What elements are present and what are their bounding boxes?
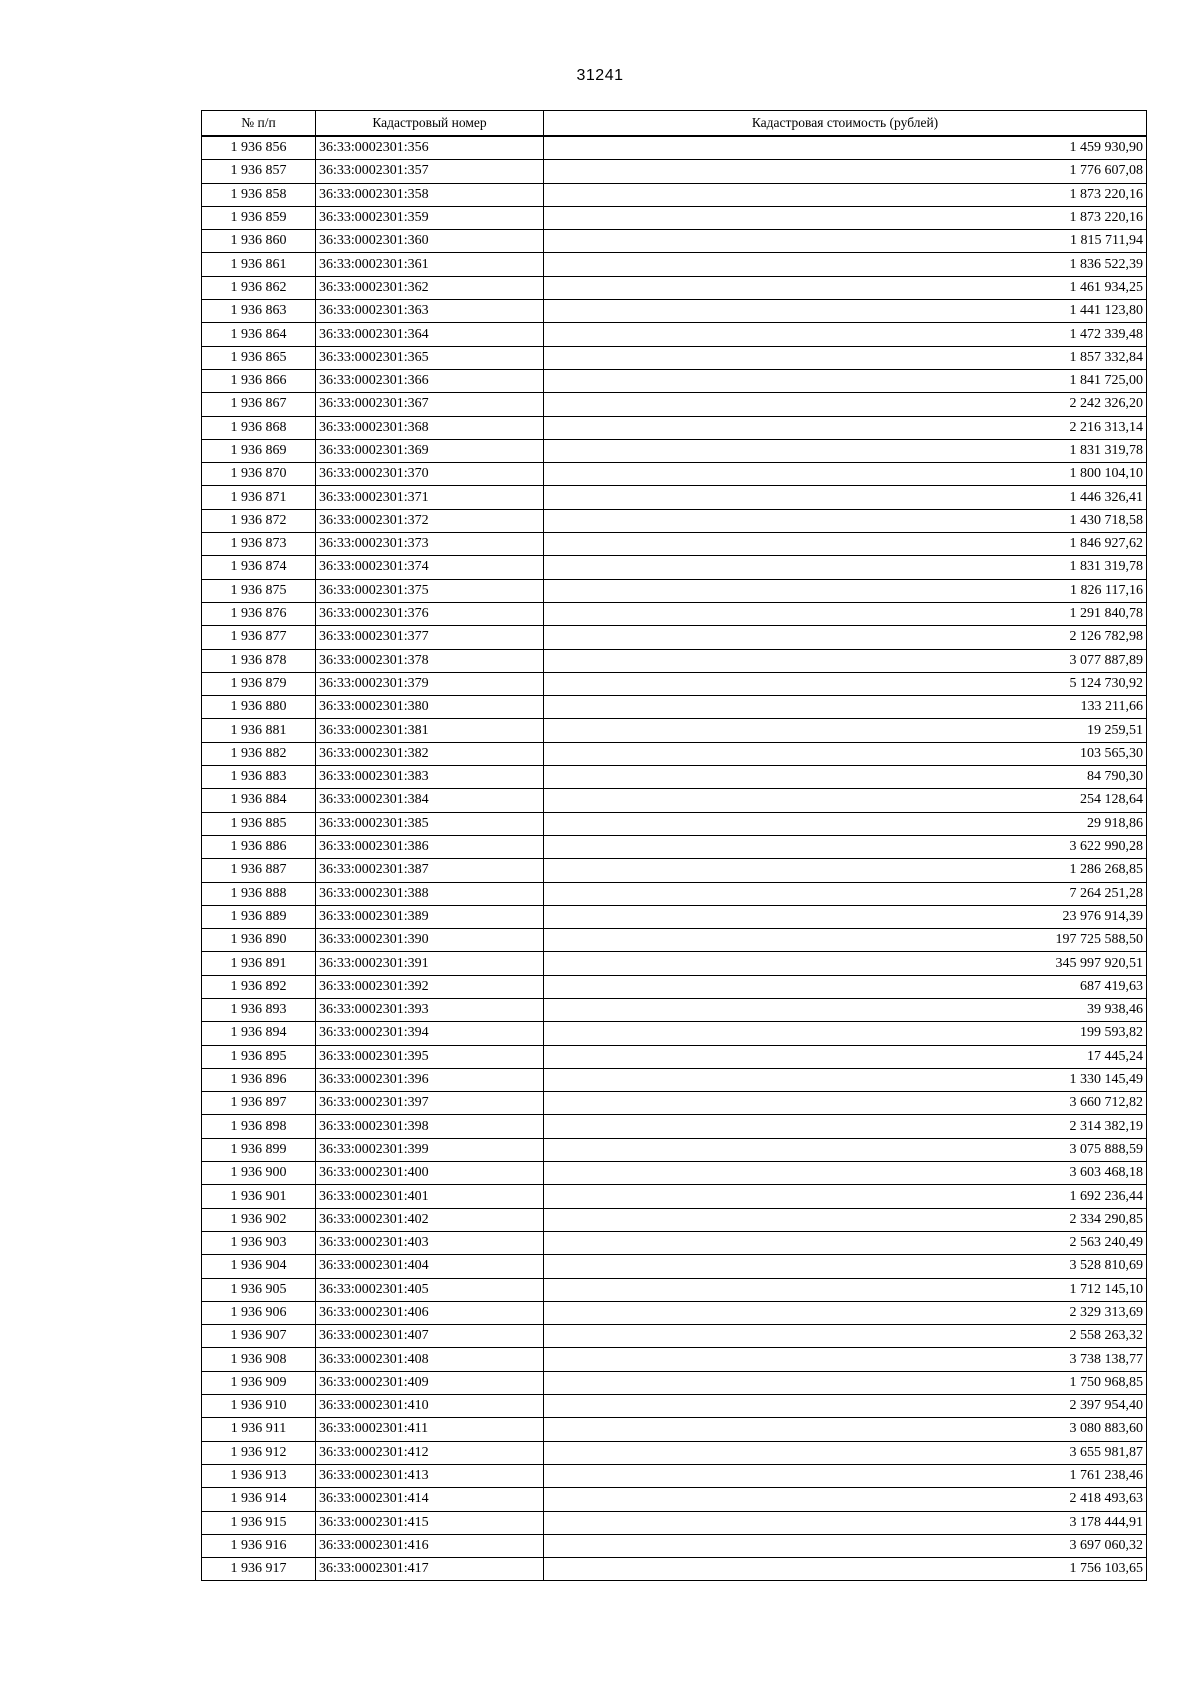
cell-row-number: 1 936 863 (202, 300, 316, 323)
cell-cadastral-value: 39 938,46 (544, 998, 1147, 1021)
cell-row-number: 1 936 911 (202, 1418, 316, 1441)
cell-cadastral-value: 84 790,30 (544, 766, 1147, 789)
cell-cadastral-value: 1 831 319,78 (544, 556, 1147, 579)
table-row (202, 230, 1147, 253)
table-row (202, 1092, 1147, 1115)
cell-row-number: 1 936 884 (202, 789, 316, 812)
cell-row-number: 1 936 861 (202, 253, 316, 276)
cell-cadastral-value: 1 291 840,78 (544, 602, 1147, 625)
cell-row-number: 1 936 892 (202, 975, 316, 998)
table-row (202, 1068, 1147, 1091)
cell-row-number: 1 936 862 (202, 276, 316, 299)
table-row (202, 1115, 1147, 1138)
cell-cadastral-number: 36:33:0002301:404 (316, 1255, 544, 1278)
cell-cadastral-value: 7 264 251,28 (544, 882, 1147, 905)
cell-cadastral-value: 1 441 123,80 (544, 300, 1147, 323)
table-row (202, 882, 1147, 905)
cell-cadastral-value: 133 211,66 (544, 696, 1147, 719)
cell-cadastral-number: 36:33:0002301:373 (316, 533, 544, 556)
table-row (202, 463, 1147, 486)
cell-cadastral-value: 23 976 914,39 (544, 905, 1147, 928)
cell-row-number: 1 936 896 (202, 1068, 316, 1091)
table-body (202, 136, 1147, 1581)
cell-cadastral-value: 2 558 263,32 (544, 1325, 1147, 1348)
cell-cadastral-number: 36:33:0002301:364 (316, 323, 544, 346)
cell-cadastral-number: 36:33:0002301:403 (316, 1231, 544, 1254)
table-row (202, 696, 1147, 719)
cell-cadastral-value: 2 334 290,85 (544, 1208, 1147, 1231)
cell-cadastral-number: 36:33:0002301:384 (316, 789, 544, 812)
cell-cadastral-number: 36:33:0002301:390 (316, 929, 544, 952)
cell-cadastral-value: 2 397 954,40 (544, 1395, 1147, 1418)
cell-cadastral-number: 36:33:0002301:398 (316, 1115, 544, 1138)
table-row (202, 1301, 1147, 1324)
table-row (202, 1371, 1147, 1394)
cell-row-number: 1 936 909 (202, 1371, 316, 1394)
cell-row-number: 1 936 876 (202, 602, 316, 625)
table-row (202, 1138, 1147, 1161)
cell-cadastral-value: 1 800 104,10 (544, 463, 1147, 486)
cell-cadastral-value: 3 697 060,32 (544, 1534, 1147, 1557)
cadastre-table (201, 110, 1147, 1581)
cell-row-number: 1 936 870 (202, 463, 316, 486)
cell-row-number: 1 936 865 (202, 346, 316, 369)
cell-cadastral-number: 36:33:0002301:392 (316, 975, 544, 998)
table-row (202, 905, 1147, 928)
cell-cadastral-value: 3 075 888,59 (544, 1138, 1147, 1161)
cell-cadastral-number: 36:33:0002301:395 (316, 1045, 544, 1068)
cell-row-number: 1 936 874 (202, 556, 316, 579)
cell-row-number: 1 936 872 (202, 509, 316, 532)
cell-row-number: 1 936 867 (202, 393, 316, 416)
cell-cadastral-number: 36:33:0002301:408 (316, 1348, 544, 1371)
cell-cadastral-number: 36:33:0002301:359 (316, 206, 544, 229)
cell-row-number: 1 936 873 (202, 533, 316, 556)
cell-row-number: 1 936 899 (202, 1138, 316, 1161)
cell-cadastral-value: 687 419,63 (544, 975, 1147, 998)
table-row (202, 742, 1147, 765)
cell-cadastral-number: 36:33:0002301:376 (316, 602, 544, 625)
table-row (202, 509, 1147, 532)
table-row (202, 835, 1147, 858)
cell-row-number: 1 936 858 (202, 183, 316, 206)
table-row (202, 1162, 1147, 1185)
cell-cadastral-value: 2 418 493,63 (544, 1488, 1147, 1511)
table-row (202, 1045, 1147, 1068)
cell-row-number: 1 936 877 (202, 626, 316, 649)
table-row (202, 952, 1147, 975)
cell-cadastral-number: 36:33:0002301:389 (316, 905, 544, 928)
table-row (202, 1534, 1147, 1557)
cell-cadastral-number: 36:33:0002301:406 (316, 1301, 544, 1324)
cell-row-number: 1 936 893 (202, 998, 316, 1021)
cell-cadastral-number: 36:33:0002301:362 (316, 276, 544, 299)
cell-cadastral-value: 1 446 326,41 (544, 486, 1147, 509)
cell-cadastral-value: 3 738 138,77 (544, 1348, 1147, 1371)
cell-row-number: 1 936 902 (202, 1208, 316, 1231)
cell-cadastral-number: 36:33:0002301:393 (316, 998, 544, 1021)
table-row (202, 486, 1147, 509)
cell-row-number: 1 936 890 (202, 929, 316, 952)
cell-row-number: 1 936 891 (202, 952, 316, 975)
cell-cadastral-value: 1 472 339,48 (544, 323, 1147, 346)
cell-cadastral-value: 1 750 968,85 (544, 1371, 1147, 1394)
header-cadastral-number: Кадастровый номер (316, 111, 544, 137)
cell-row-number: 1 936 887 (202, 859, 316, 882)
cell-cadastral-number: 36:33:0002301:379 (316, 672, 544, 695)
cell-cadastral-number: 36:33:0002301:375 (316, 579, 544, 602)
cell-cadastral-value: 2 563 240,49 (544, 1231, 1147, 1254)
cell-cadastral-value: 199 593,82 (544, 1022, 1147, 1045)
cell-cadastral-value: 2 216 313,14 (544, 416, 1147, 439)
cell-cadastral-value: 2 126 782,98 (544, 626, 1147, 649)
table-row (202, 1255, 1147, 1278)
cell-row-number: 1 936 871 (202, 486, 316, 509)
header-cadastral-value: Кадастровая стоимость (рублей) (544, 111, 1147, 137)
table-header (202, 111, 1147, 137)
cell-cadastral-number: 36:33:0002301:361 (316, 253, 544, 276)
cell-row-number: 1 936 888 (202, 882, 316, 905)
table-row (202, 439, 1147, 462)
cell-cadastral-value: 1 776 607,08 (544, 160, 1147, 183)
cell-cadastral-value: 1 841 725,00 (544, 369, 1147, 392)
cell-row-number: 1 936 917 (202, 1558, 316, 1581)
cell-cadastral-value: 1 857 332,84 (544, 346, 1147, 369)
table-row (202, 369, 1147, 392)
cell-cadastral-number: 36:33:0002301:391 (316, 952, 544, 975)
cell-cadastral-value: 1 459 930,90 (544, 136, 1147, 160)
cell-cadastral-number: 36:33:0002301:368 (316, 416, 544, 439)
cell-cadastral-number: 36:33:0002301:410 (316, 1395, 544, 1418)
cell-row-number: 1 936 906 (202, 1301, 316, 1324)
cell-cadastral-number: 36:33:0002301:405 (316, 1278, 544, 1301)
cell-cadastral-value: 2 329 313,69 (544, 1301, 1147, 1324)
cell-cadastral-number: 36:33:0002301:394 (316, 1022, 544, 1045)
cell-cadastral-value: 1 831 319,78 (544, 439, 1147, 462)
cell-cadastral-number: 36:33:0002301:383 (316, 766, 544, 789)
cell-row-number: 1 936 898 (202, 1115, 316, 1138)
table-row (202, 649, 1147, 672)
cell-row-number: 1 936 914 (202, 1488, 316, 1511)
table-row (202, 626, 1147, 649)
cell-row-number: 1 936 901 (202, 1185, 316, 1208)
cell-cadastral-number: 36:33:0002301:377 (316, 626, 544, 649)
cell-row-number: 1 936 869 (202, 439, 316, 462)
table-row (202, 766, 1147, 789)
cell-cadastral-number: 36:33:0002301:382 (316, 742, 544, 765)
cell-cadastral-value: 1 846 927,62 (544, 533, 1147, 556)
table-row (202, 276, 1147, 299)
cell-cadastral-number: 36:33:0002301:372 (316, 509, 544, 532)
table-row (202, 789, 1147, 812)
cell-row-number: 1 936 886 (202, 835, 316, 858)
cell-row-number: 1 936 889 (202, 905, 316, 928)
cell-row-number: 1 936 882 (202, 742, 316, 765)
cell-cadastral-number: 36:33:0002301:407 (316, 1325, 544, 1348)
cell-row-number: 1 936 894 (202, 1022, 316, 1045)
cell-cadastral-number: 36:33:0002301:417 (316, 1558, 544, 1581)
cell-cadastral-value: 29 918,86 (544, 812, 1147, 835)
cell-row-number: 1 936 868 (202, 416, 316, 439)
cell-cadastral-number: 36:33:0002301:366 (316, 369, 544, 392)
cell-cadastral-value: 1 756 103,65 (544, 1558, 1147, 1581)
cell-cadastral-number: 36:33:0002301:356 (316, 136, 544, 160)
cell-cadastral-value: 3 528 810,69 (544, 1255, 1147, 1278)
cell-cadastral-value: 1 836 522,39 (544, 253, 1147, 276)
table-row (202, 1558, 1147, 1581)
table-row (202, 556, 1147, 579)
cell-row-number: 1 936 856 (202, 136, 316, 160)
cell-cadastral-value: 1 692 236,44 (544, 1185, 1147, 1208)
cell-cadastral-number: 36:33:0002301:374 (316, 556, 544, 579)
cell-cadastral-number: 36:33:0002301:371 (316, 486, 544, 509)
table-row (202, 1395, 1147, 1418)
cell-cadastral-value: 3 655 981,87 (544, 1441, 1147, 1464)
cell-cadastral-number: 36:33:0002301:385 (316, 812, 544, 835)
cell-cadastral-value: 1 873 220,16 (544, 206, 1147, 229)
cell-cadastral-number: 36:33:0002301:413 (316, 1464, 544, 1487)
cell-row-number: 1 936 879 (202, 672, 316, 695)
table-row (202, 416, 1147, 439)
table-row (202, 1511, 1147, 1534)
page-number: 31241 (576, 67, 624, 84)
cell-cadastral-number: 36:33:0002301:365 (316, 346, 544, 369)
table-row (202, 136, 1147, 160)
cell-cadastral-value: 17 445,24 (544, 1045, 1147, 1068)
cell-cadastral-number: 36:33:0002301:414 (316, 1488, 544, 1511)
cell-cadastral-value: 3 660 712,82 (544, 1092, 1147, 1115)
table-row (202, 998, 1147, 1021)
header-row-number: № п/п (202, 111, 316, 137)
cell-row-number: 1 936 913 (202, 1464, 316, 1487)
table-row (202, 1441, 1147, 1464)
table-row (202, 859, 1147, 882)
cell-row-number: 1 936 857 (202, 160, 316, 183)
header-row (202, 111, 1147, 137)
cell-row-number: 1 936 900 (202, 1162, 316, 1185)
table-row (202, 206, 1147, 229)
cell-cadastral-number: 36:33:0002301:411 (316, 1418, 544, 1441)
cell-cadastral-value: 2 242 326,20 (544, 393, 1147, 416)
cell-row-number: 1 936 883 (202, 766, 316, 789)
table-row (202, 323, 1147, 346)
table-row (202, 1278, 1147, 1301)
cell-cadastral-number: 36:33:0002301:412 (316, 1441, 544, 1464)
cell-cadastral-number: 36:33:0002301:369 (316, 439, 544, 462)
cell-cadastral-number: 36:33:0002301:360 (316, 230, 544, 253)
table-row (202, 300, 1147, 323)
table-row (202, 1418, 1147, 1441)
cell-cadastral-value: 3 603 468,18 (544, 1162, 1147, 1185)
cell-row-number: 1 936 864 (202, 323, 316, 346)
cell-cadastral-number: 36:33:0002301:396 (316, 1068, 544, 1091)
cell-cadastral-value: 254 128,64 (544, 789, 1147, 812)
cell-row-number: 1 936 904 (202, 1255, 316, 1278)
table-row (202, 253, 1147, 276)
cell-cadastral-number: 36:33:0002301:401 (316, 1185, 544, 1208)
cell-cadastral-number: 36:33:0002301:367 (316, 393, 544, 416)
table-row (202, 602, 1147, 625)
cell-cadastral-value: 3 077 887,89 (544, 649, 1147, 672)
cell-cadastral-number: 36:33:0002301:357 (316, 160, 544, 183)
cell-cadastral-number: 36:33:0002301:388 (316, 882, 544, 905)
cell-cadastral-number: 36:33:0002301:397 (316, 1092, 544, 1115)
cell-row-number: 1 936 859 (202, 206, 316, 229)
table-row (202, 975, 1147, 998)
cell-row-number: 1 936 875 (202, 579, 316, 602)
cell-cadastral-number: 36:33:0002301:409 (316, 1371, 544, 1394)
cell-cadastral-value: 1 330 145,49 (544, 1068, 1147, 1091)
cell-cadastral-value: 103 565,30 (544, 742, 1147, 765)
cell-cadastral-value: 345 997 920,51 (544, 952, 1147, 975)
cell-row-number: 1 936 878 (202, 649, 316, 672)
cell-row-number: 1 936 910 (202, 1395, 316, 1418)
table-row (202, 579, 1147, 602)
table-row (202, 1348, 1147, 1371)
cell-row-number: 1 936 860 (202, 230, 316, 253)
cell-cadastral-number: 36:33:0002301:370 (316, 463, 544, 486)
cell-cadastral-number: 36:33:0002301:358 (316, 183, 544, 206)
cell-cadastral-number: 36:33:0002301:386 (316, 835, 544, 858)
cell-row-number: 1 936 866 (202, 369, 316, 392)
cell-row-number: 1 936 915 (202, 1511, 316, 1534)
cell-row-number: 1 936 905 (202, 1278, 316, 1301)
cell-cadastral-value: 3 622 990,28 (544, 835, 1147, 858)
cell-row-number: 1 936 907 (202, 1325, 316, 1348)
cell-cadastral-value: 1 826 117,16 (544, 579, 1147, 602)
cell-cadastral-value: 1 712 145,10 (544, 1278, 1147, 1301)
table-row (202, 160, 1147, 183)
cell-row-number: 1 936 885 (202, 812, 316, 835)
cell-cadastral-number: 36:33:0002301:416 (316, 1534, 544, 1557)
table-row (202, 1325, 1147, 1348)
cell-row-number: 1 936 895 (202, 1045, 316, 1068)
table-row (202, 183, 1147, 206)
table-row (202, 1208, 1147, 1231)
table-row (202, 393, 1147, 416)
table-row (202, 672, 1147, 695)
cell-cadastral-value: 5 124 730,92 (544, 672, 1147, 695)
cell-cadastral-number: 36:33:0002301:378 (316, 649, 544, 672)
table-row (202, 1231, 1147, 1254)
cell-cadastral-number: 36:33:0002301:415 (316, 1511, 544, 1534)
table-row (202, 346, 1147, 369)
cell-cadastral-value: 1 286 268,85 (544, 859, 1147, 882)
cell-cadastral-number: 36:33:0002301:402 (316, 1208, 544, 1231)
cell-cadastral-value: 1 461 934,25 (544, 276, 1147, 299)
cell-cadastral-value: 2 314 382,19 (544, 1115, 1147, 1138)
table-row (202, 1022, 1147, 1045)
cell-row-number: 1 936 881 (202, 719, 316, 742)
cell-row-number: 1 936 912 (202, 1441, 316, 1464)
table-row (202, 1488, 1147, 1511)
cell-cadastral-value: 1 430 718,58 (544, 509, 1147, 532)
cell-cadastral-number: 36:33:0002301:400 (316, 1162, 544, 1185)
cell-row-number: 1 936 897 (202, 1092, 316, 1115)
cell-cadastral-number: 36:33:0002301:381 (316, 719, 544, 742)
table-row (202, 1464, 1147, 1487)
cell-cadastral-number: 36:33:0002301:399 (316, 1138, 544, 1161)
table-row (202, 533, 1147, 556)
cell-cadastral-number: 36:33:0002301:363 (316, 300, 544, 323)
cell-row-number: 1 936 903 (202, 1231, 316, 1254)
cell-cadastral-value: 197 725 588,50 (544, 929, 1147, 952)
cell-cadastral-value: 19 259,51 (544, 719, 1147, 742)
cell-cadastral-value: 1 761 238,46 (544, 1464, 1147, 1487)
cell-cadastral-value: 1 873 220,16 (544, 183, 1147, 206)
cell-cadastral-value: 3 178 444,91 (544, 1511, 1147, 1534)
table-row (202, 929, 1147, 952)
cell-cadastral-number: 36:33:0002301:387 (316, 859, 544, 882)
cell-cadastral-value: 1 815 711,94 (544, 230, 1147, 253)
table-row (202, 719, 1147, 742)
table-row (202, 812, 1147, 835)
cell-row-number: 1 936 916 (202, 1534, 316, 1557)
cell-row-number: 1 936 908 (202, 1348, 316, 1371)
cell-cadastral-value: 3 080 883,60 (544, 1418, 1147, 1441)
table-row (202, 1185, 1147, 1208)
cell-row-number: 1 936 880 (202, 696, 316, 719)
cell-cadastral-number: 36:33:0002301:380 (316, 696, 544, 719)
